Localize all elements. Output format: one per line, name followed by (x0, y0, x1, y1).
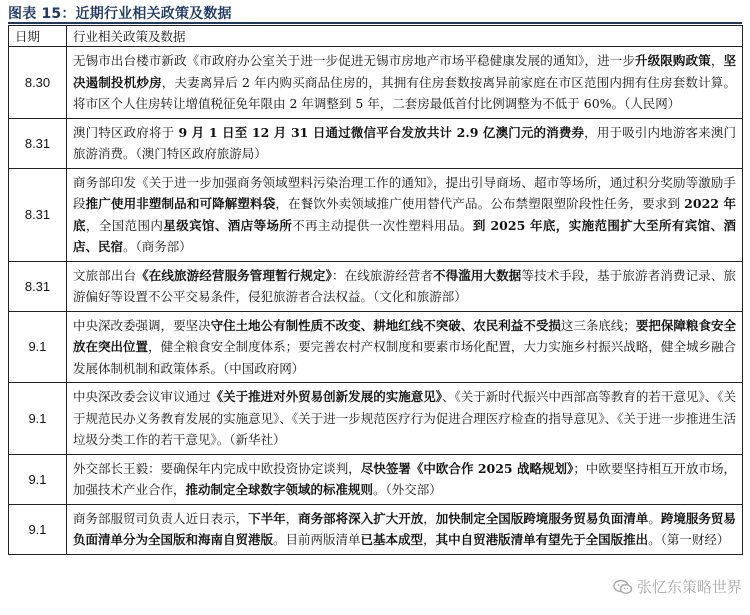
emphasis-text: 尽快签署《中欧合作 2025 战略规划》 (360, 460, 574, 476)
emphasis-text: 守住土地公有制性质不改变、耕地红线不突破、农民利益不受损 (210, 317, 561, 333)
body-text: 商务部印发《关于进一步加强商务领域塑料污染治理工作的通知》，提出引导商场、超市等场所，通过积分奖励等激励手段 (73, 174, 736, 211)
row-content (67, 311, 743, 383)
body-text: ， (423, 510, 436, 526)
row-content (67, 261, 743, 311)
emphasis-text: 其中自贸港版清单有望先于全国版推出 (435, 532, 649, 547)
row-content (67, 47, 743, 119)
emphasis-text: 推广使用非塑制品和可降解塑料袋 (85, 196, 276, 211)
body-text: 。目前两版清单 (273, 532, 361, 547)
emphasis-text: 加快制定全国版跨境服务贸易负面清单 (435, 510, 649, 526)
row-date: 9.1 (9, 311, 67, 383)
emphasis-text: 商务部将深入扩大开放 (298, 510, 424, 526)
body-text: ，在餐饮外卖领域推广使用替代产品。公布禁塑限塑阶段性任务，要求到 (275, 196, 685, 211)
emphasis-text: 到 2025 年底，实施范围扩大至所有宾馆、酒店、民宿 (73, 217, 736, 254)
body-text: ；中欧要坚持相互开放市场，加强技术产业合作， (73, 460, 736, 497)
wechat-icon (613, 579, 633, 595)
body-text: 文旅部出台 (73, 267, 137, 283)
row-date: 8.31 (9, 261, 67, 311)
row-date: 9.1 (9, 504, 67, 554)
emphasis-text: 推动制定全球数字领域的标准规则 (185, 482, 374, 497)
emphasis-text: 坚决遏制投机炒房 (73, 53, 736, 90)
emphasis-text: 跨境服务贸易负面清单分为全国版和海南自贸港版 (73, 510, 736, 547)
body-text: 。 (648, 510, 661, 526)
row-date: 8.30 (9, 47, 67, 119)
body-text: 。（商务部） (123, 239, 192, 254)
emphasis-text: 下半年 (248, 510, 286, 526)
body-text: ， (423, 532, 436, 547)
row-date: 9.1 (9, 383, 67, 455)
body-text: ， (710, 53, 724, 68)
table-row (9, 261, 743, 311)
body-text: ，用于吸引内地游客来澳门旅游消费。（澳门特区政府旅游局） (73, 124, 736, 161)
body-text: ，夫妻离异后 2 年内购买商品住房的，其拥有住房套数按离异前家庭在市区范围内拥有住房套数计算。将市区个人住房转让增值税征免年限由 2 年调整到 5 年，二套房最低首付比例调整为不低于 60%。（人民网） (73, 74, 736, 111)
body-text: 。（第一财经） (648, 532, 730, 547)
row-date: 8.31 (9, 168, 67, 261)
table-row (9, 118, 743, 168)
emphasis-text: 9 月 1 日至 12 月 31 日通过微信平台发放共计 2.9 亿澳门元的消费券 (178, 124, 585, 140)
body-text: ，全国范围内 (85, 217, 164, 233)
body-text: 澳门特区政府将于 (73, 124, 179, 140)
row-content (67, 504, 743, 554)
body-text: 等技术手段，基于旅游者消费记录、旅游偏好等设置不公平交易条件，侵犯旅游者合法权益。（文化和旅游部） (73, 267, 736, 304)
row-date: 9.1 (9, 454, 67, 504)
body-text: ，健全粮食安全制度体系；要完善农村产权制度和要素市场化配置，大力实施乡村振兴战略，健全城乡融合发展体制机制和政策体系。（中国政府网） (73, 339, 736, 376)
body-text: 中央深改委强调，要坚决 (73, 317, 211, 333)
table-row (9, 454, 743, 504)
emphasis-text: 《在线旅游经营服务管理暂行规定》 (136, 267, 332, 283)
table-header-row (9, 26, 743, 47)
figure-title: 图表 15：近期行业相关政策及数据 (8, 6, 232, 22)
row-content (67, 118, 743, 168)
emphasis-text: 2022 年底 (73, 196, 736, 233)
body-text: 无锡市出台楼市新政《市政府办公室关于进一步促进无锡市房地产市场平稳健康发展的通知》，进一步 (73, 53, 636, 68)
body-text: 。（外交部） (373, 482, 442, 497)
row-content (67, 383, 743, 455)
emphasis-text: 不得滥用大数据 (433, 267, 522, 283)
table-row (9, 168, 743, 261)
body-text: 外交部长王毅：要确保年内完成中欧投资协定谈判， (73, 460, 361, 476)
emphasis-text: 要把保障粮食安全放在突出位置 (73, 317, 736, 354)
header-date: 日期 (9, 26, 67, 47)
row-date: 8.31 (9, 118, 67, 168)
body-text: 中央深改委会议审议通过 (73, 389, 211, 404)
row-content (67, 168, 743, 261)
watermark (613, 576, 742, 597)
table-body (9, 47, 743, 555)
emphasis-text: 星级宾馆、酒店等场所 (163, 217, 293, 233)
emphasis-text: 《关于推进对外贸易创新发展的实施意见》 (210, 389, 443, 404)
table-row (9, 504, 743, 554)
table-row (9, 383, 743, 455)
table-row (9, 311, 743, 383)
header-content: 行业相关政策及数据 (67, 26, 743, 47)
body-text: 这三条底线； (560, 317, 636, 333)
row-content (67, 454, 743, 504)
body-text: 、《关于新时代振兴中西部高等教育的若干意见》、《关于规范民办义务教育发展的实施意见》、《关于进一步规范医疗行为促进合理医疗检查的指导意见》、《关于进一步推进生活垃圾分类工作的若干意见》。（新华社） (73, 389, 736, 447)
emphasis-text: 已基本成型 (360, 532, 424, 547)
body-text: 不再主动提供一次性塑料用品。 (292, 217, 473, 233)
watermark-text: 张忆东策略世界 (636, 578, 742, 596)
emphasis-text: 升级限购政策 (635, 53, 711, 68)
title-rule (8, 22, 742, 24)
table-row (9, 47, 743, 119)
body-text: ：在线旅游经营者 (331, 267, 433, 283)
policy-table (8, 25, 743, 555)
body-text: 商务部服贸司负责人近日表示， (73, 510, 249, 526)
body-text: ， (285, 510, 299, 526)
